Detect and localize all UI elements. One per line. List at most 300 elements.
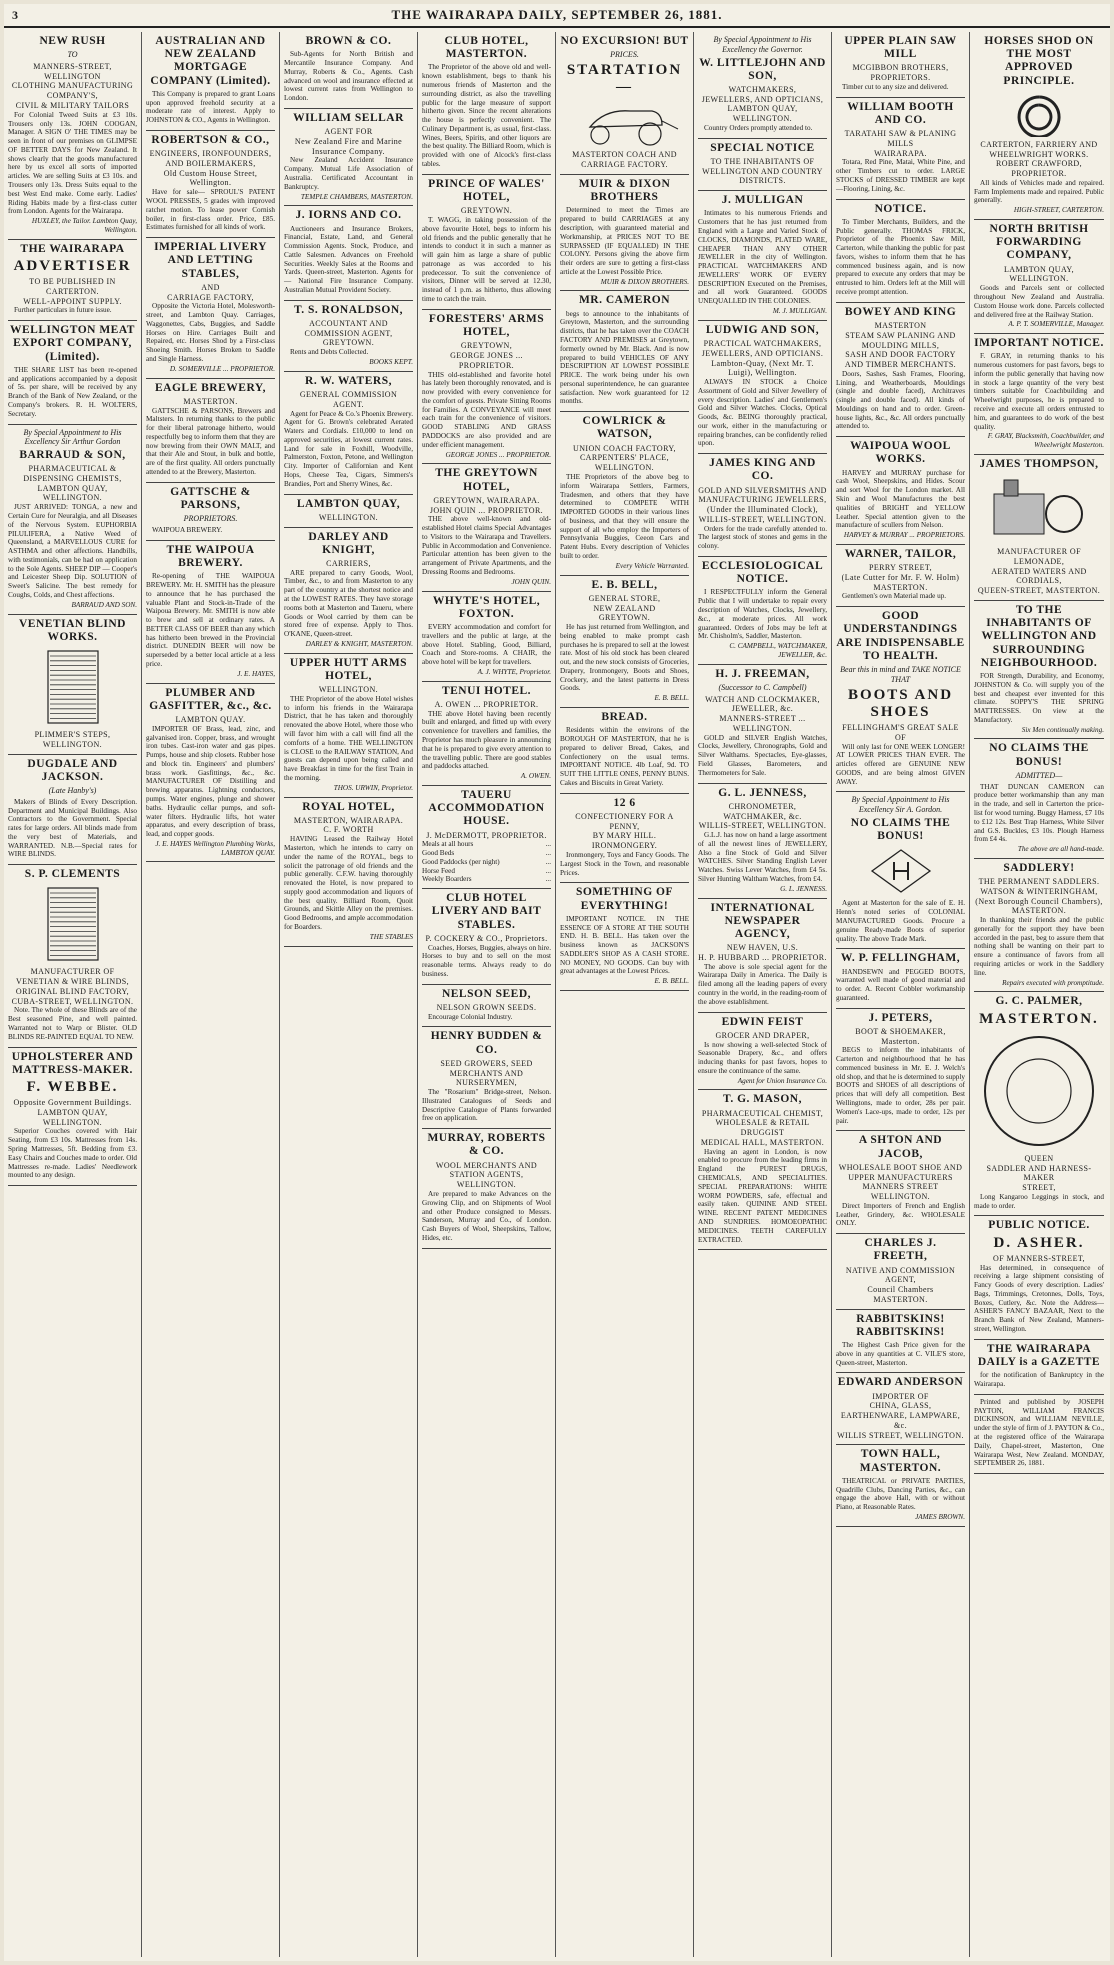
ad-signature: G. L. JENNESS. xyxy=(780,884,827,893)
ad-body xyxy=(836,899,965,943)
ad-line: PROPRIETOR. xyxy=(1011,169,1067,179)
ad-line: (Under the Illuminated Clock), WILLIS-STREET, WELLINGTON. xyxy=(698,505,827,524)
column-3 xyxy=(280,32,418,1957)
ad-body xyxy=(422,515,551,576)
ad-body xyxy=(8,1127,137,1180)
table-row xyxy=(422,840,551,849)
table-row xyxy=(422,849,551,858)
ad-paragraph: Residents within the environs of the BOROUGH OF MASTERTON, that he is prepared to deliver Bread, Cakes, and Confectionery on the usual terms. IMPORTANT NOTICE. 4lb Loaf, 9d. TO SUIT THE LITTLE ONES, PENNY BUNS. Cakes and Biscuits in Great Variety. xyxy=(560,726,689,787)
advertisement xyxy=(974,1216,1104,1339)
advertisement xyxy=(560,883,689,991)
ad-body xyxy=(974,1264,1104,1334)
ad-signature: A. OWEN. xyxy=(520,772,551,781)
ad-body xyxy=(836,1477,965,1512)
ad-title: MR. CAMERON xyxy=(578,294,671,307)
ad-title: W. LITTLEJOHN AND SON, xyxy=(699,56,826,82)
ad-body xyxy=(698,1041,827,1076)
seal-engraving xyxy=(979,1031,1099,1151)
ad-body xyxy=(284,225,413,295)
ad-title: E. B. BELL, xyxy=(591,578,658,591)
ad-line: UNION COACH FACTORY, xyxy=(573,443,676,453)
ad-title: BOWEY AND KING xyxy=(844,305,957,318)
advertisement xyxy=(698,784,827,899)
ad-title: T. G. MASON, xyxy=(723,1093,802,1106)
ad-line: GROCER AND DRAPER, xyxy=(715,1030,810,1040)
ad-body xyxy=(146,725,275,839)
ad-title: BROWN & CO. xyxy=(305,35,392,47)
ad-title: TAUERU ACCOMMODATION HOUSE. xyxy=(428,788,545,828)
advertisement xyxy=(8,865,137,1047)
ad-body xyxy=(836,743,965,787)
ad-line: WATCH AND CLOCKMAKER, JEWELLER, &c. xyxy=(705,694,820,714)
table-cell: Horse Feed xyxy=(422,866,455,875)
ad-body xyxy=(284,569,413,639)
ad-line: PRACTICAL WATCHMAKERS, JEWELLERS, AND OPTICIANS. xyxy=(701,339,824,358)
ad-body xyxy=(8,111,137,216)
ad-line: H. P. HUBBARD ... PROPRIETOR. xyxy=(698,952,827,962)
ad-title: DUGDALE AND JACKSON. xyxy=(27,757,118,783)
ad-title: HORSES SHOD ON THE MOST APPROVED PRINCIPLE. xyxy=(984,35,1094,87)
ad-signature: M. J. MULLIGAN. xyxy=(772,307,827,315)
ad-line: GREYTOWN. xyxy=(460,206,513,216)
ad-signature: The above are all hand-made. xyxy=(1017,845,1104,854)
ad-line: WHOLESALE BOOT SHOE AND UPPER MANUFACTURERS xyxy=(838,1162,963,1182)
ad-title: GATTSCHE & PARSONS, xyxy=(170,485,251,511)
ad-paragraph: Are prepared to make Advances on the Growing Clip, and on Shipments of Wool and other Produce consigned to Messrs. Sanderson, Murray and Co., of London. Cash Buyers of Wool, Sheepskins, Tallow, Hides, etc. xyxy=(422,1189,551,1242)
ad-line: CHINA, GLASS, EARTHENWARE, LAMPWARE, &c. xyxy=(840,1401,961,1430)
ad-body xyxy=(836,1202,965,1228)
ad-title: BARRAUD & SON, xyxy=(19,449,126,461)
ad-line: PLIMMER'S STEPS, WELLINGTON. xyxy=(34,730,111,749)
advertisement xyxy=(422,1129,551,1248)
ad-line: WATSON & WINTERINGHAM, xyxy=(980,886,1098,896)
ad-body xyxy=(836,592,965,601)
ad-title: NORTH BRITISH FORWARDING COMPANY, xyxy=(989,223,1089,262)
advertisement xyxy=(146,238,275,378)
ad-line: SEED GROWERS, SEED MERCHANTS AND NURSERYMEN, xyxy=(440,1058,533,1088)
ad-title: JAMES THOMPSON, xyxy=(979,457,1099,470)
advertisement xyxy=(284,206,413,300)
ad-body xyxy=(836,83,965,92)
cabinet-engraving xyxy=(38,884,108,964)
ad-line: LAMBTON QUAY, WELLINGTON. xyxy=(37,483,108,503)
masthead-title: THE WAIRARAPA DAILY, SEPTEMBER 26, 1881. xyxy=(391,7,723,22)
ad-line: WAIRARAPA. xyxy=(874,148,927,158)
ad-title: PLUMBER AND GASFITTER, &c., &c. xyxy=(149,686,272,712)
ad-title: ROBERTSON & CO., xyxy=(151,134,270,146)
advertisement xyxy=(698,139,827,191)
ad-body xyxy=(422,1088,551,1123)
ad-paragraph: HANDSEWN and PEGGED BOOTS, warranted well made of good material and to order. A. Recent Cobbler workmanship guaranteed. xyxy=(836,967,965,1002)
ad-title: MURRAY, ROBERTS & CO. xyxy=(427,1132,546,1158)
ad-paragraph: Direct Importers of French and English Leather, Grindery, &c. WHOLESALE ONLY. xyxy=(836,1201,965,1228)
ad-paragraph: G.L.J. has now on hand a large assortment of all the newest lines of JEWELLERY, Also a fine Stock of Gold and Silver WATCHES. Silver Standing English Lever Watches. Swiss Lever Watches, from £4 5s. Silver Hunting Waltham Watches, from £4. xyxy=(698,831,827,883)
ad-body xyxy=(560,206,689,276)
ad-paragraph: HARVEY and MURRAY purchase for cash Wool, Sheepskins, and Hides. Scour and sort Wool for the London market. All Skin and Wool Manufactures the best qualities of BRIGHT and YELLOW Leather. Special attention given to the manufacture of scullers from Nelson. xyxy=(836,468,965,530)
ad-signature: E. B. BELL. xyxy=(654,694,689,703)
advertisement xyxy=(422,592,551,682)
ad-line: MANNERS-STREET ... WELLINGTON. xyxy=(719,714,806,733)
advertisement xyxy=(560,708,689,794)
ad-paragraph: F. GRAY, in returning thanks to his numerous customers for past favors, begs to inform the public generally that having now in stock a large quantity of the very best timbers suitable for Coachbuilding and Wheelwright purposes, he is prepared to receive and execute all orders entrusted to him, and guarantees to do work of the best quality. xyxy=(974,352,1104,431)
advertisement xyxy=(836,1445,965,1526)
ad-line: OF MANNERS-STREET, xyxy=(993,1253,1085,1263)
ad-title: J. IORNS AND CO. xyxy=(295,209,402,222)
ad-paragraph: THEATRICAL or PRIVATE PARTIES, Quadrille Clubs, Dancing Parties, &c., can engage the above Hall, with or without Piano, at Reasonable Rates. xyxy=(836,1476,965,1512)
ad-body xyxy=(698,588,827,641)
ad-paragraph: THE above Hotel having been recently built and enlarged, and fitted up with every convenience for travellers and families, the Proprietor has much pleasure in announcing that he is prepared to give every attention to the travelling public. There are good stables and paddocks attached. xyxy=(422,709,551,771)
ad-body xyxy=(8,306,137,315)
newspaper-page xyxy=(4,4,1110,1961)
ad-line: ENGINEERS, IRONFOUNDERS, AND BOILERMAKERS, xyxy=(149,149,272,168)
ad-paragraph: Have for sale— SPROUL'S PATENT WOOL PRESSES, 5 grades with improved ratchet motion. To lease power Cornish boiler, in first-class order. Price, £85. Estimates furnished for all kinds of work. xyxy=(146,188,275,232)
ad-title: G. C. PALMER, xyxy=(995,995,1083,1008)
ad-body xyxy=(698,1148,827,1245)
ad-line: GENERAL STORE, xyxy=(588,593,661,603)
ad-line: C. F. WORTH xyxy=(323,825,374,835)
ad-line: MASTERTON. xyxy=(183,396,238,406)
ad-line: SADDLER AND HARNESS-MAKER xyxy=(986,1163,1092,1183)
ad-line: GREYTOWN, xyxy=(460,341,513,351)
ad-paragraph: This Company is prepared to grant Loans upon approved freehold security at a moderate rate of interest. Apply to JOHNSTON & CO., Agents in Wellington. xyxy=(146,89,275,125)
ad-signature: Six Men continually making. xyxy=(1021,725,1104,734)
advertisement xyxy=(284,32,413,109)
ad-line: AGENT FOR xyxy=(324,127,373,137)
ad-headline: STARTATION— xyxy=(566,61,683,96)
table-cell: Good Beds xyxy=(422,849,455,858)
table-cell: Weekly Boarders xyxy=(422,875,472,884)
ad-paragraph: Opposite the Victoria Hotel, Molesworth-street, and Lambton Quay. Carriages, Waggonettes, Cabs, Buggies, and Saddle Horses on Hire. Carriages Built and Repaired, etc. Horses Shod by a First-class Shoeing Smith. Horses Broken to Saddle and Single Harness. xyxy=(146,302,275,363)
ad-paragraph: FOR Strength, Durability, and Economy, JOHNSTON & Co. will supply you of the best and cheapest ever invented for this climate. SOPPY'S THE SPRING MATTRESSES. On view at the Manufactory. xyxy=(974,671,1104,724)
ad-line: IRONMONGERY. xyxy=(591,841,658,851)
ad-title: THE WAIPOUA BREWERY. xyxy=(166,543,255,569)
ad-body xyxy=(560,851,689,877)
ad-paragraph: Ironmongery, Toys and Fancy Goods. The Largest Stock in the Town, and reasonable Prices. xyxy=(560,850,689,877)
ad-title: UPHOLSTERER AND MATTRESS-MAKER. xyxy=(11,1050,134,1076)
ad-line: WELLINGTON. xyxy=(318,512,379,522)
ad-line: WATCHMAKERS, xyxy=(728,84,797,94)
ad-paragraph: Country Orders promptly attended to. xyxy=(704,123,813,132)
advertisement xyxy=(8,321,137,424)
ad-title: CLUB HOTEL, MASTERTON. xyxy=(444,35,529,61)
ad-paragraph: BEGS to inform the inhabitants of Carterton and neighbourhood that he has commenced business in Mr. E. J. Welch's old shop, and that he is determined to supply BOOTS and SHOES of all descriptions of prices that will defy all competition. Best Wellingtons, made to order, 28s per pair. Women's Lace-ups, made to order, 12s per pair. xyxy=(836,1046,965,1125)
ad-line: A. OWEN ... PROPRIETOR. xyxy=(434,699,539,709)
table-cell: ... xyxy=(545,857,551,866)
ad-title: SADDLERY! xyxy=(1003,861,1075,874)
ad-line: NEW ZEALAND xyxy=(593,603,656,613)
ad-body xyxy=(974,1193,1104,1211)
ad-title: NO EXCURSION! BUT xyxy=(560,35,689,47)
ad-paragraph: Rents and Debts Collected. xyxy=(290,348,369,357)
ad-title: A SHTON AND JACOB, xyxy=(858,1134,943,1160)
ad-line: BY MARY HILL. xyxy=(592,831,657,841)
ad-line: AERATED WATERS AND CORDIALS, xyxy=(991,566,1087,586)
ad-title: WARNER, TAILOR, xyxy=(844,547,957,560)
ad-line: GENERAL COMMISSION AGENT. xyxy=(299,390,398,409)
ad-body xyxy=(974,1398,1104,1468)
ad-line: CARRIERS, xyxy=(326,558,371,568)
ad-title: IMPORTANT NOTICE. xyxy=(974,337,1104,350)
ad-headline: BOOTS AND SHOES xyxy=(847,686,954,720)
ad-paragraph: Agent for Peace & Co.'s Phoenix Brewery. Agent for G. Brown's celebrated Aerated Waters and Cordials. £10,000 to lend on approved securities, at lowest current rates. Land for sale in Foxhill, Woodville, Palmerston, Foxton, Petone, and Wellington City. Importer of Californian and Kent Hops, Cheese Tea, Cigars, Simmers's Brandies, Port and Sherry Wines, &c. xyxy=(284,409,413,488)
ad-line: WELLINGTON. xyxy=(318,685,379,695)
ad-body xyxy=(146,572,275,669)
ad-subtitle: (Late Hanby's) xyxy=(48,785,97,795)
ad-paragraph: Doors, Sashes, Sash Frames, Flooring, Lining, and Weatherboards, Mouldings (single and double faced), Architraves (single and double faced). All kinds of Mouldings on hand and to order. Green-house lights, &c., &c. All orders punctually attended to. xyxy=(836,369,965,431)
ad-paragraph: Further particulars in future issue. xyxy=(14,306,112,315)
ad-body xyxy=(836,218,965,297)
ad-paragraph: Intimates to his numerous Friends and Customers that he has just returned from England with a Large and Varied Stock of CLOCKS, DIAMONDS, PLATED WARE, CHEAPER THAN ANY OTHER JEWELLER in the city of Wellington. PRACTICAL WATCHMAKERS AND JEWELLERS' WORK OF EVERY DESCRIPTION Executed on the Premises, and all work Guaranteed. GOODS UNEQUALLED IN THE COLONIES. xyxy=(698,209,827,306)
ad-line: Lambton-Quay, (Next Mr. T. Luigi), Wellington. xyxy=(711,358,814,378)
ad-line: QUEEN-STREET, MASTERTON. xyxy=(977,586,1101,596)
ad-subtitle: PROPRIETORS. xyxy=(183,514,238,524)
ad-paragraph: EVERY accommodation and comfort for travellers and the public at large, at the above Hotel. Stabling, Good, Billiard, Coach and Store-rooms. A CHAIR, the above hotel will be kept for travellers. xyxy=(422,622,551,667)
advertisement xyxy=(8,1048,137,1187)
ad-paragraph: For Colonial Tweed Suits at £3 10s. Trousers only 13s. JOHN COOGAN, Manager. A SIGN O' THE TIMES may be seen in front of our premises on GLIMPSE OF BETTER DAYS for New Zealand. It shows clearly that the goods manufactured here by us excel all sorts of imported articles. We are selling Suits at £3 10s. and Trousers only 13s. Dress Suits equal to the best West End make. Come early. Ladies' Riding Habits made by a first-class cutter from London. Agents for the Wairarapa. xyxy=(8,110,137,216)
advertisement xyxy=(974,32,1104,220)
ad-signature: E. B. BELL. xyxy=(654,977,689,986)
ad-paragraph: Is now showing a well-selected Stock of Seasonable Drapery, &c., and offers inducing thanks for past favors, hopes to ensure the continuance of the same. xyxy=(698,1040,827,1075)
ad-body xyxy=(698,378,827,448)
ad-body xyxy=(8,1006,137,1041)
ad-paragraph: T. WAGG, in taking possession of the above favourite Hotel, begs to inform his old friends and the public generally that he intends to conduct it in such a manner as will gain him as large a share of public patronage as was accorded to his predecessor. To suit the convenience of visitors, Dinner will be served at 12.30, instead of 1 p.m. as hitherto, thus allowing time to catch the train. xyxy=(422,216,551,304)
ad-line: QUEEN xyxy=(1024,1153,1054,1163)
ad-subtitle: (Successor to C. Campbell) xyxy=(718,682,807,692)
ad-paragraph: THIS old-established and favorite hotel has lately been thoroughly renovated, and is now provided with every convenience for the comfort of guests. Private Sitting Rooms for Families. A CONVEYANCE will meet each train for the convenience of visitors. GOOD STABLING AND GRASS PADDOCKS are also provided and are under efficient management. xyxy=(422,370,551,449)
column-5 xyxy=(556,32,694,1957)
ad-line: AND xyxy=(201,282,220,292)
ad-line: LAMBTON QUAY, WELLINGTON. xyxy=(727,104,798,124)
ad-title: S. P. CLEMENTS xyxy=(24,868,121,881)
ad-title: H. J. FREEMAN, xyxy=(715,667,810,680)
ad-body xyxy=(836,1341,965,1367)
ad-line: (Next Borough Council Chambers), MASTERTON. xyxy=(975,896,1103,916)
ad-title: SOMETHING OF EVERYTHING! xyxy=(575,886,674,912)
advertisement xyxy=(422,310,551,465)
ad-body xyxy=(8,503,137,600)
ad-title: COWLRICK & WATSON, xyxy=(582,415,667,441)
ad-title: INTERNATIONAL NEWSPAPER AGENCY, xyxy=(710,901,815,940)
ad-paragraph: Totara, Red Pine, Matai, White Pine, and other Timbers cut to order. LARGE STOCKS of DRESSED TIMBER are kept—Flooring, Lining, &c. xyxy=(836,158,965,193)
column-4 xyxy=(418,32,556,1957)
ad-line: MANNERS-STREET, xyxy=(33,61,112,71)
advertisement xyxy=(698,557,827,665)
advertisement xyxy=(560,794,689,884)
ad-line: CIVIL & MILITARY TAILORS xyxy=(15,100,130,110)
ad-body xyxy=(836,968,965,1003)
ad-signature: D. SOMERVILLE ... PROPRIETOR. xyxy=(169,364,275,373)
ad-signature: Agent for Union Insurance Co. xyxy=(737,1076,827,1085)
ad-headline: MASTERTON. xyxy=(979,1010,1099,1027)
ad-line: LEMONADE, xyxy=(1013,556,1065,566)
ad-line: J. McDERMOTT, PROPRIETOR. xyxy=(426,830,547,840)
ad-subtitle: ADMITTED— xyxy=(1015,770,1063,780)
column-6 xyxy=(694,32,832,1957)
ad-subtitle: By Special Appointment to His Excellency Sir A. Gordon. xyxy=(851,795,950,815)
ad-paragraph: THE Proprietors of the above beg to inform Wairarapa Settlers, Farmers, Tradesmen, and others that they have determined to COMPETE WITH IMPORTED GOODS in their various lines of business, and that they will ensure the support of all who employ the Importers of Pennsylvania Buggies, Ceeon Cars and Patent Hubs. Every description of Vehicles built to order. xyxy=(560,472,689,560)
table-cell: ... xyxy=(545,866,551,875)
column-7 xyxy=(832,32,970,1957)
ad-title: WILLIAM SELLAR xyxy=(293,111,404,124)
columns xyxy=(4,32,1110,1957)
ad-line: GREYTOWN. xyxy=(598,613,651,623)
advertisement xyxy=(698,32,827,139)
ad-body xyxy=(422,710,551,771)
ad-line: MCGIBBON BROTHERS, xyxy=(852,63,949,73)
ad-signature: C. CAMPBELL, WATCHMAKER, JEWELLER, &c. xyxy=(729,642,827,659)
advertisement xyxy=(284,372,413,495)
ad-line: PHARMACEUTICAL CHEMIST, WHOLESALE & RETAIL DRUGGIST xyxy=(701,1108,824,1138)
ad-paragraph: Goods and Parcels sent or collected throughout New Zealand and Australia. Custom House work done. Parcels collected and delivered free at the Railway Station. xyxy=(974,284,1104,319)
ad-line: NELSON GROWN SEEDS. xyxy=(436,1002,537,1012)
ad-line: (Late Cutter for Mr. F. W. Holm) xyxy=(841,572,960,582)
advertisement xyxy=(836,792,965,949)
ad-title: FORESTERS' ARMS HOTEL, xyxy=(428,312,545,339)
table-cell: ... xyxy=(545,840,551,849)
ad-line: MASTERTON. xyxy=(873,582,928,592)
ad-line: ORIGINAL BLIND FACTORY, CUBA-STREET, WELLINGTON. xyxy=(11,986,134,1006)
ad-paragraph: ALWAYS IN STOCK a Choice Assortment of Gold and Silver Jewellery of every description. Ladies' and Gentlemen's Gold and Silver Watches. Clocks, Optical Goods, &c. BEING thoroughly practical, our work, either in the manufacturing or repairing branches, can be confidently relied upon. xyxy=(698,378,827,448)
ad-title: NEW RUSH xyxy=(39,35,106,47)
ad-title: R. W. WATERS, xyxy=(305,374,392,387)
advertisement xyxy=(974,455,1104,601)
ad-line: WELLINGTON xyxy=(44,71,101,81)
ad-line: Council Chambers xyxy=(867,1285,934,1295)
ad-body xyxy=(698,963,827,1007)
ad-paragraph: Gentlemen's own Material made up. xyxy=(842,592,947,601)
ad-paragraph: Agent at Masterton for the sale of E. H. Henn's noted series of COLONIAL MANUFACTURED Goods. Procure a genuine Ready-made Boots of superior quality. The above Trade Mark. xyxy=(836,899,965,943)
ad-title: ECCLESIOLOGICAL NOTICE. xyxy=(701,560,824,586)
ad-body xyxy=(974,284,1104,319)
ad-line: PERRY STREET, xyxy=(869,563,932,573)
ad-body xyxy=(836,469,965,530)
ad-body xyxy=(836,1046,965,1125)
column-1 xyxy=(4,32,142,1957)
advertisement xyxy=(974,1395,1104,1474)
page-number: 3 xyxy=(12,7,19,22)
ad-line: VENETIAN & WIRE BLINDS, xyxy=(15,977,130,987)
ad-paragraph: WAIPOUA BREWERY. xyxy=(152,525,223,534)
ad-line: MASTERTON, WAIRARAPA. xyxy=(293,815,404,825)
ad-line: MANUFACTURER OF xyxy=(997,547,1081,557)
ad-title: EDWIN FEIST xyxy=(721,1015,804,1028)
horse-engraving xyxy=(994,91,1084,137)
ad-paragraph: THE Proprietor of the above Hotel wishes to inform his friends in the Wairarapa District, that he has taken and thoroughly renovated the above Hotel, where those who will favor him with a call will find all the comforts of a home. THE WELLINGTON is CLOSE to the RAILWAY STATION, And guests can depend upon being called and have Breakfast in time for the first Train in the morning. xyxy=(284,694,413,782)
ad-paragraph: GATTSCHE & PARSONS, Brewers and Maltsters. In returning thanks to the public for their liberal patronage hitherto, would respectfully beg to inform them that they are now brewing from their OWN MALT, and that their Ale and Stout, in bulk and bottle, are of the first quality. All orders punctually attended to at the Brewery, Masterton. xyxy=(146,406,275,476)
advertisement xyxy=(422,1027,551,1129)
ad-signature: A. J. WHYTE, Proprietor. xyxy=(477,667,551,676)
ad-line: P. COCKERY & CO., Proprietors. xyxy=(425,933,548,943)
ad-paragraph: The Highest Cash Price given for the above in any quantities at C. VILE'S store, Queen-street, Masterton. xyxy=(836,1341,965,1367)
advertisement xyxy=(836,1009,965,1132)
ad-line: MANUFACTURER OF xyxy=(30,967,115,977)
ad-paragraph: Superior Couches covered with Hair Seating, from £3 10s. Mattresses from 14s. Spring Mattresses, 5ft. Bedding from £3. Easy Chairs and Couches made to order. Old Mattresses re-made. Ladies' Needlework mounted to any design. xyxy=(8,1127,137,1180)
ad-signature: HARVEY & MURRAY ... PROPRIETORS. xyxy=(843,531,965,540)
ad-paragraph: The above is sole special agent for the Wairarapa Daily in America. The Daily is filed among all the leading papers of every country in the world, in the reading-room of the above establishment. xyxy=(698,962,827,1006)
ad-paragraph: Determined to meet the Times are prepared to build CARRIAGES at any description, with guaranteed material and Workmanship, at PRICES NOT TO BE SURPASSED (IF EQUALLED) IN THE COLONY. Persons giving the above firm their orders are sure to getting a first-class article at the Lowest Possible Price. xyxy=(560,206,689,276)
advertisement xyxy=(974,992,1104,1216)
ad-signature: THOS. URWIN, Proprietor. xyxy=(333,783,413,792)
advertisement xyxy=(422,985,551,1028)
ad-body xyxy=(974,179,1104,205)
advertisement xyxy=(974,1340,1104,1395)
advertisement xyxy=(974,859,1104,992)
ad-line: CARRIAGE FACTORY, xyxy=(167,292,254,302)
ad-paragraph: All kinds of Vehicles made and repaired. Farm Implements made and repaired. Public generally. xyxy=(974,178,1104,205)
ad-title: THE GREYTOWN HOTEL, xyxy=(435,467,538,493)
ad-paragraph: Auctioneers and Insurance Brokers, Financial, Estate, Land, and General Commission Agents. Stock, Produce, and Cattle Salesmen. Advances on Freehold Securities. Weekly Sales at the Rooms and Yards. Queen-street, Masterton. Agents for— National Fire Insurance Company. Australian Mutual Provident Society. xyxy=(284,224,413,294)
advertisement xyxy=(8,755,137,866)
ad-title: IMPERIAL LIVERY AND LETTING STABLES, xyxy=(154,241,267,280)
ad-line: Masterton. xyxy=(881,1036,920,1046)
ad-title: NOTICE. xyxy=(874,202,927,215)
blinds-engraving xyxy=(38,647,108,727)
ad-paragraph: Orders for the trade carefully attended to. The largest stock of stones and gems in the colony. xyxy=(698,524,827,551)
ad-line: WOOL MERCHANTS AND STATION AGENTS, xyxy=(435,1160,538,1180)
ad-signature: JAMES BROWN. xyxy=(915,1512,965,1521)
ad-signature: J. E. HAYES, xyxy=(237,669,275,678)
advertisement xyxy=(284,654,413,798)
ad-paragraph: Sub-Agents for North British and Mercantile Insurance Company. And Murray, Roberts & Co., Agents. Cash advanced on wool and insurance effected at lowest current rates from Wellington to London. xyxy=(284,50,413,103)
ad-title: GOOD UNDERSTANDINGS ARE INDISPENSABLE TO HEALTH. xyxy=(836,610,965,662)
ad-title: WHYTE'S HOTEL, FOXTON. xyxy=(432,594,541,620)
ad-body xyxy=(698,734,827,778)
ad-line: LAMBTON QUAY. xyxy=(175,714,246,724)
advertisement xyxy=(146,379,275,483)
advertisement xyxy=(698,1013,827,1091)
advertisement xyxy=(698,1090,827,1250)
advertisement xyxy=(560,175,689,291)
table-row xyxy=(422,858,551,867)
advertisement xyxy=(422,32,551,175)
ad-body xyxy=(422,1013,551,1022)
ad-signature: TEMPLE CHAMBERS, MASTERTON. xyxy=(300,192,413,201)
ad-title: SPECIAL NOTICE xyxy=(710,141,815,154)
ad-title: J. PETERS, xyxy=(868,1011,933,1024)
ad-title: AUSTRALIAN AND NEW ZEALAND MORTGAGE COMPANY (Limited). xyxy=(150,35,271,87)
ad-line: New Zealand Fire and Marine Insurance Company. xyxy=(294,136,403,156)
ad-body xyxy=(422,944,551,979)
ad-line: GREYTOWN, WAIRARAPA. xyxy=(433,495,540,505)
ad-body xyxy=(146,90,275,125)
ad-line: TO THE INHABITANTS OF WELLINGTON AND COUNTRY DISTRICTS. xyxy=(702,156,823,186)
advertisement xyxy=(8,615,137,755)
ad-title: VENETIAN BLIND WORKS. xyxy=(18,617,126,643)
advertisement xyxy=(974,334,1104,455)
ad-title: NELSON SEED, xyxy=(441,987,532,1000)
advertisement xyxy=(974,739,1104,858)
advertisement xyxy=(836,303,965,437)
advertisement xyxy=(8,32,137,240)
ad-title: LUDWIG AND SON, xyxy=(705,323,820,336)
ad-subtitle: Bear this in mind and TAKE NOTICE THAT xyxy=(840,665,961,684)
ad-body xyxy=(422,1190,551,1243)
ad-line: STREET, xyxy=(1022,1183,1056,1193)
ad-paragraph: Long Kangaroo Leggings in stock, and made to order. xyxy=(974,1192,1104,1210)
price-table xyxy=(422,840,551,884)
ad-signature: J. E. HAYES Wellington Plumbing Works, LAMBTON QUAY. xyxy=(155,839,275,857)
masthead xyxy=(4,4,1110,28)
ad-signature: A. P. T. SOMERVILLE, Manager. xyxy=(1008,320,1104,329)
ad-title: BREAD. xyxy=(601,711,648,724)
carriage-engraving xyxy=(570,99,680,147)
ad-line: BOOT & SHOEMAKER, xyxy=(855,1026,946,1036)
table-cell: ... xyxy=(545,875,551,884)
ad-line: CONFECTIONERY FOR A PENNY, xyxy=(575,811,674,831)
ad-title: NO CLAIMS THE BONUS! xyxy=(850,816,951,843)
ad-subtitle: By Special Appointment to His Excellency Sir Arthur Gordon xyxy=(23,427,122,447)
ad-signature: GEORGE JONES ... PROPRIETOR. xyxy=(445,450,551,459)
